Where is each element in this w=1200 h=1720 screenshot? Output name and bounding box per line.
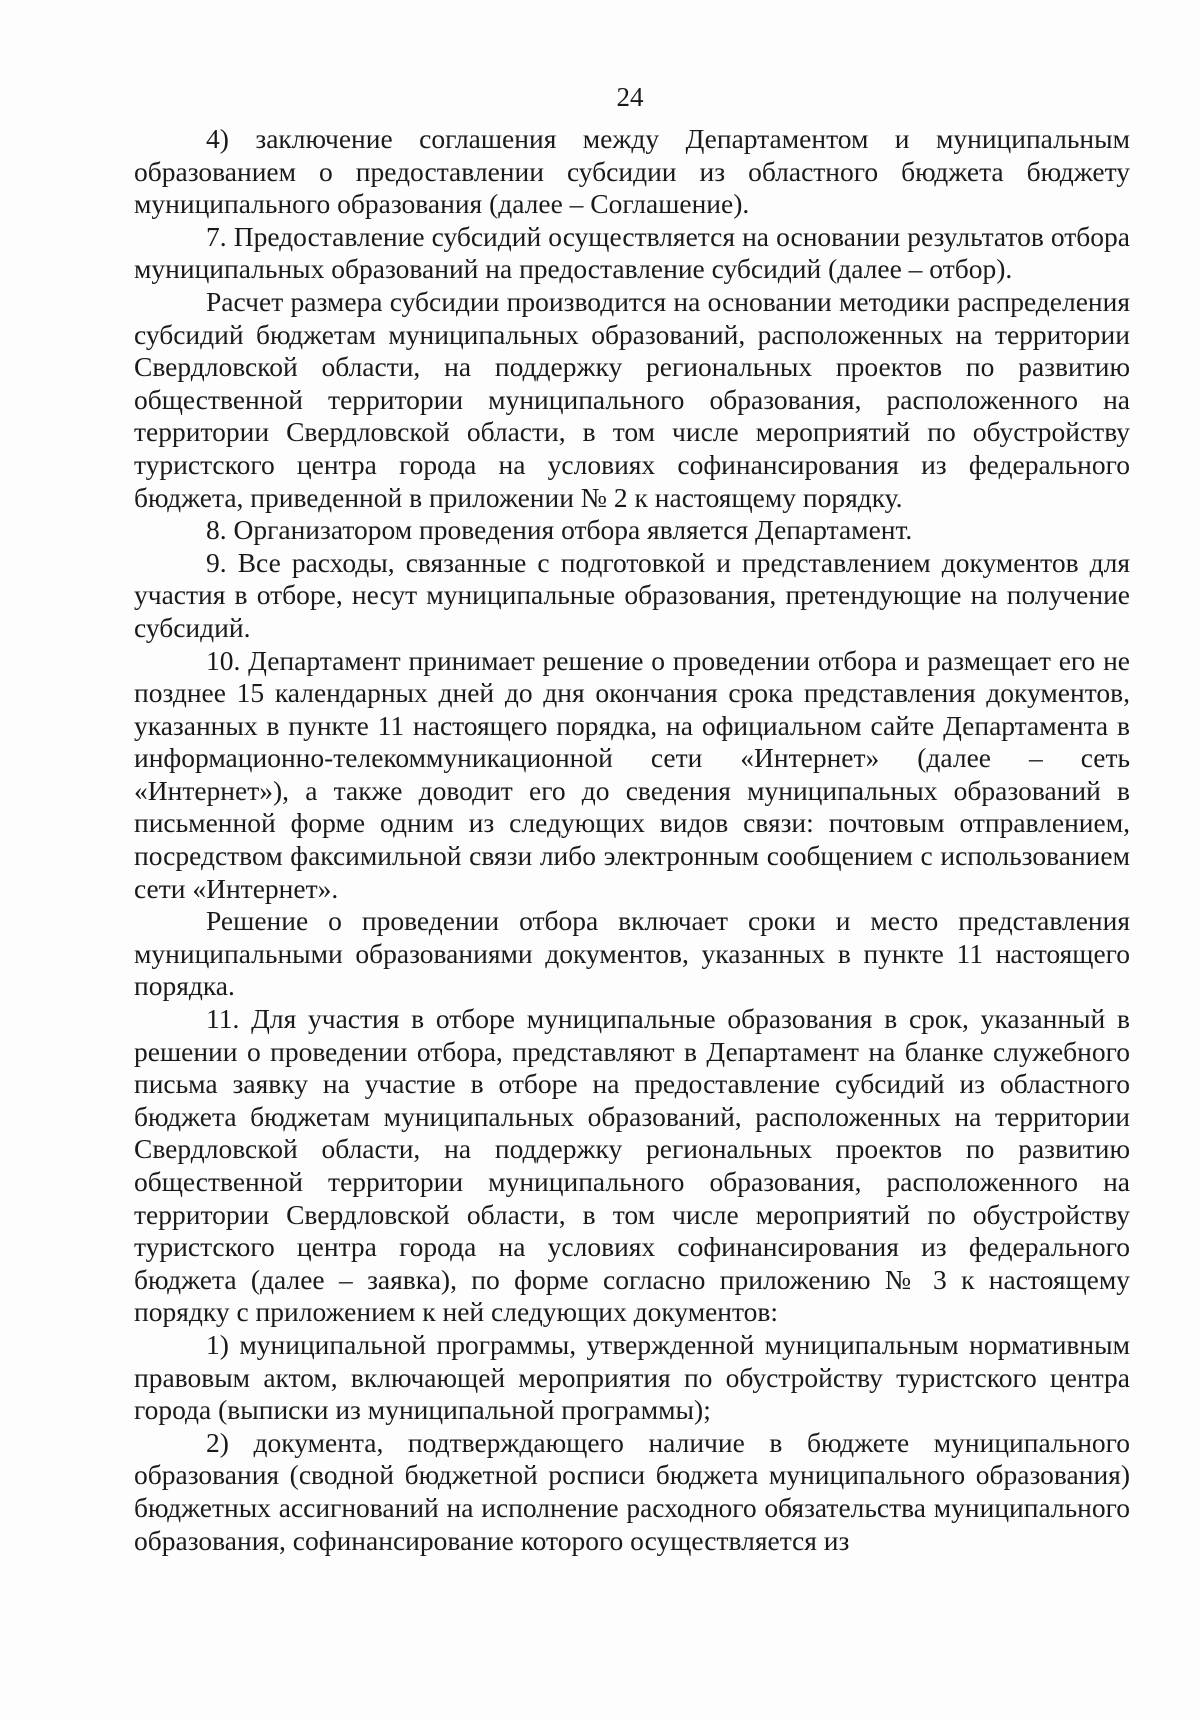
paragraph-8: 8. Организатором проведения отбора является Департамент. — [206, 514, 913, 546]
paragraph-7: 7. Предоставление субсидий осуществляется на основании результатов отбора муниципальных образований на предоставление субсидий (далее – отбор). — [134, 220, 1130, 285]
page-number: 24 — [616, 82, 644, 112]
paragraph-calculation: Расчет размера субсидии производится на основании методики распределения субсидий бюджетам муниципальных образований, расположенных на территории Свердловской области, на поддержку региональных проектов по развитию общественной территории муниципального образования, расположенного на территории Свердловской области, в том числе мероприятий по обустройству туристского центра города на условиях софинансирования из федерального бюджета, приведенной в приложении № 2 к настоящему порядку. — [134, 285, 1130, 513]
paragraph-subitem-1: 1) муниципальной программы, утвержденной муниципальным нормативным правовым актом, включающей мероприятия по обустройству туристского центра города (выписки из муниципальной программы); — [134, 1328, 1130, 1426]
paragraph-subitem-4: 4) заключение соглашения между Департаментом и муниципальным образованием о предоставлении субсидии из областного бюджета бюджету муниципального образования (далее – Соглашение). — [134, 123, 1130, 220]
paragraph-decision: Решение о проведении отбора включает сроки и место представления муниципальными образованиями документов, указанных в пункте 11 настоящего порядка. — [134, 905, 1130, 1002]
paragraph-subitem-2: 2) документа, подтверждающего наличие в бюджете муниципального образования (сводной бюджетной росписи бюджета муниципального образования) бюджетных ассигнований на исполнение расходного обязательства муниципального образования, софинансирование которого осуществляется из — [134, 1426, 1130, 1556]
paragraph-9: 9. Все расходы, связанные с подготовкой и представлением документов для участия в отборе, несут муниципальные образования, претендующие на получение субсидий. — [134, 546, 1130, 643]
paragraph-11: 11. Для участия в отборе муниципальные образования в срок, указанный в решении о проведении отбора, представляют в Департамент на бланке служебного письма заявку на участие в отборе на предоставление субсидий из областного бюджета бюджетам муниципальных образований, расположенных на территории Свердловской области, на поддержку региональных проектов по развитию общественной территории муниципального образования, расположенного на территории Свердловской области, в том числе мероприятий по обустройству туристского центра города на условиях софинансирования из федерального бюджета (далее – заявка), по форме согласно приложению № 3 к настоящему порядку с приложением к ней следующих документов: — [134, 1003, 1130, 1328]
document-body — [134, 123, 1130, 1557]
paragraph-10: 10. Департамент принимает решение о проведении отбора и размещает его не позднее 15 календарных дней до дня окончания срока представления документов, указанных в пункте 11 настоящего порядка, на официальном сайте Департамента в информационно-телекоммуникационной сети «Интернет» (далее – сеть «Интернет»), а также доводит его до сведения муниципальных образований в письменной форме одним из следующих видов связи: почтовым отправлением, посредством факсимильной связи либо электронным сообщением с использованием сети «Интернет». — [134, 644, 1130, 904]
